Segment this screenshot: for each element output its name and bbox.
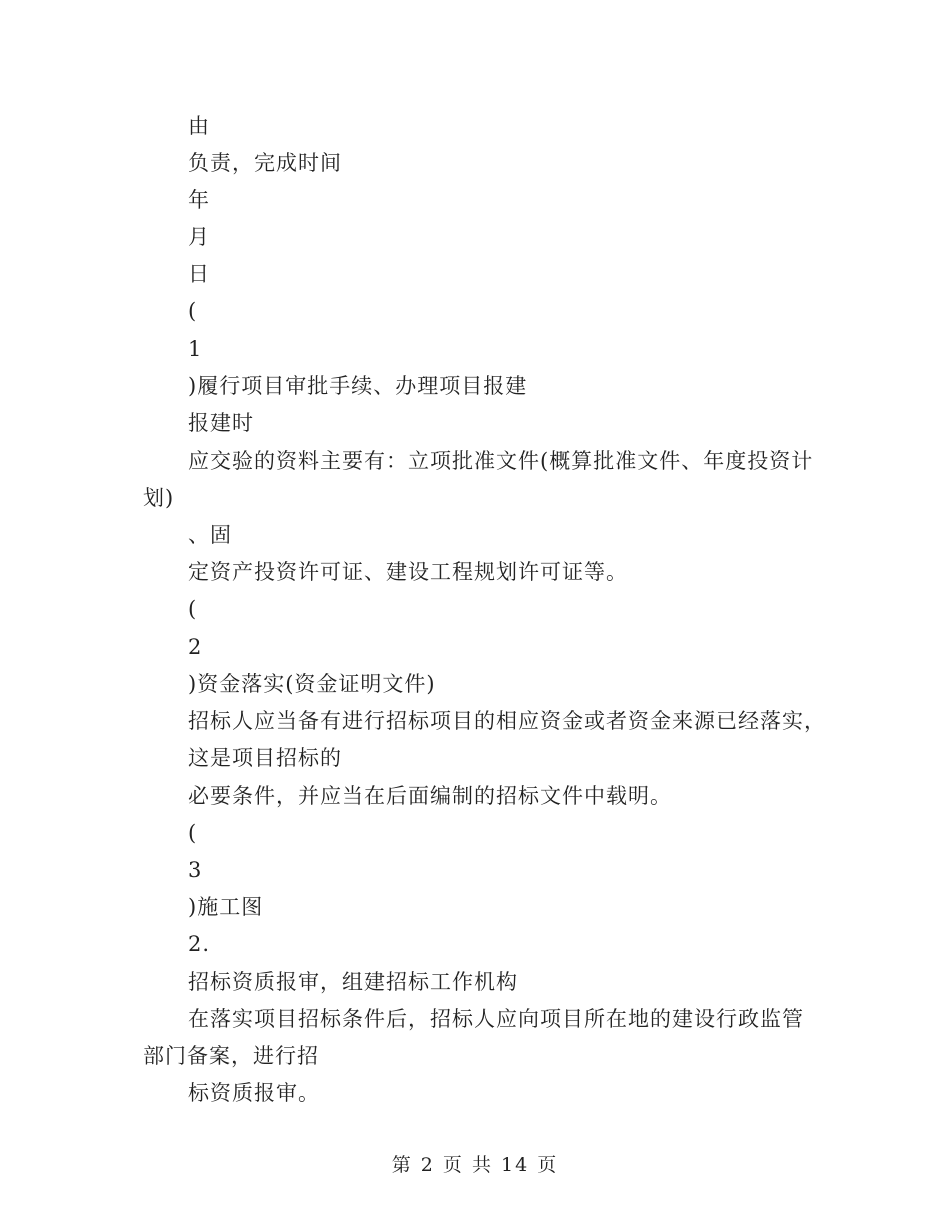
text-line: 定资产投资许可证、建设工程规划许可证等。 (188, 560, 628, 584)
text-line: 日 (188, 262, 210, 286)
text-line: 、固 (188, 523, 232, 547)
text-line: 部门备案，进行招 (143, 1044, 319, 1068)
text-line: 划) (143, 486, 175, 510)
page-footer: 第 2 页 共 14 页 (391, 1154, 559, 1176)
text-line: 2 (188, 635, 203, 659)
text-line: ( (188, 821, 198, 845)
text-line: 必要条件，并应当在后面编制的招标文件中载明。 (188, 784, 672, 808)
text-line: 年 (188, 188, 210, 212)
text-line: )资金落实(资金证明文件) (188, 672, 436, 696)
text-line: 2. (188, 932, 211, 956)
text-line: ( (188, 299, 198, 323)
text-line: 应交验的资料主要有：立项批准文件(概算批准文件、年度投资计 (188, 449, 814, 473)
text-line: 1 (188, 337, 203, 361)
text-line: )履行项目审批手续、办理项目报建 (188, 374, 528, 398)
text-line: 标资质报审。 (188, 1081, 320, 1105)
text-line: ( (188, 597, 198, 621)
text-line: 3 (188, 858, 203, 882)
text-line: 报建时 (188, 411, 254, 435)
text-line: 这是项目招标的 (188, 746, 342, 770)
text-line: 招标人应当备有进行招标项目的相应资金或者资金来源已经落实， (188, 709, 826, 733)
text-line: 月 (188, 225, 210, 249)
text-line: 招标资质报审，组建招标工作机构 (188, 970, 518, 994)
text-line: )施工图 (188, 895, 264, 919)
text-line: 由 (188, 114, 210, 138)
text-line: 在落实项目招标条件后，招标人应向项目所在地的建设行政监管 (188, 1007, 804, 1031)
text-line: 负责，完成时间 (188, 151, 342, 175)
